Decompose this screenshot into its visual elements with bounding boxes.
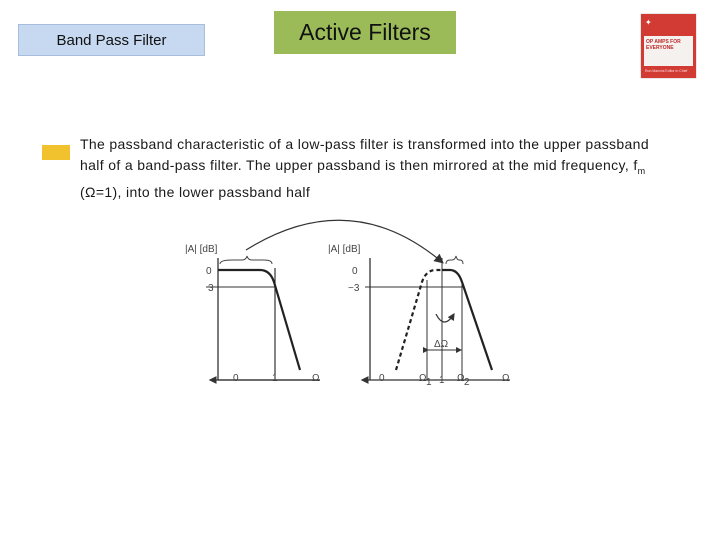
paragraph-subscript: m <box>637 165 646 176</box>
left-y-tick-3: 3 <box>208 283 214 294</box>
left-x-axis-label: Ω <box>312 373 320 384</box>
paragraph-text-part1: The passband characteristic of a low-pass filter is transformed into the upper passband half of a band-pass filter. The upper passband is then mirrored at the mid frequency, f <box>80 136 649 173</box>
section-tag-label: Band Pass Filter <box>56 31 167 49</box>
right-x-tick-0: 0 <box>379 373 385 384</box>
book-cover-subtitle: Ron Mancini Editor in Chief <box>645 69 688 73</box>
paragraph-text-part2: (Ω=1), into the lower passband half <box>80 183 311 200</box>
lowpass-response-curve <box>218 270 300 370</box>
right-y-tick-0: 0 <box>352 266 358 277</box>
publisher-logo-icon: ✦ <box>645 18 652 27</box>
right-x-tick-omega1-sub: 1 <box>426 377 432 388</box>
right-y-tick-3: −3 <box>348 283 360 294</box>
right-x-tick-omega2-sub: 2 <box>464 377 470 388</box>
transformation-arc <box>246 220 442 262</box>
lowpass-to-bandpass-diagram <box>160 210 530 395</box>
lowpass-plot <box>185 244 320 384</box>
slide-title-text: Active Filters <box>299 19 431 45</box>
right-x-axis-label: Ω <box>502 373 510 384</box>
left-x-tick-1: 1 <box>272 373 278 384</box>
right-x-tick-omega2: Ω <box>457 373 465 384</box>
bandwidth-label: ΔΩ <box>434 339 449 350</box>
bullet-marker <box>42 145 70 160</box>
right-y-axis-label: |A| [dB] <box>328 244 361 255</box>
mirrored-passband-dashed-curve <box>396 270 442 370</box>
section-tag <box>18 24 205 56</box>
right-x-tick-1: 1 <box>439 375 445 386</box>
left-y-axis-label: |A| [dB] <box>185 244 218 255</box>
book-cover-image <box>641 14 696 78</box>
mirror-rotation-arrow <box>436 314 454 322</box>
slide-title <box>274 11 456 54</box>
body-paragraph <box>80 134 655 203</box>
right-x-tick-omega1: Ω <box>419 373 427 384</box>
bandpass-plot <box>328 244 510 388</box>
right-passband-brace <box>446 256 463 264</box>
left-passband-brace <box>220 256 272 264</box>
left-x-tick-0: 0 <box>233 373 239 384</box>
left-y-tick-0: 0 <box>206 266 212 277</box>
book-cover-title: OP AMPS FOR EVERYONE <box>646 39 681 51</box>
